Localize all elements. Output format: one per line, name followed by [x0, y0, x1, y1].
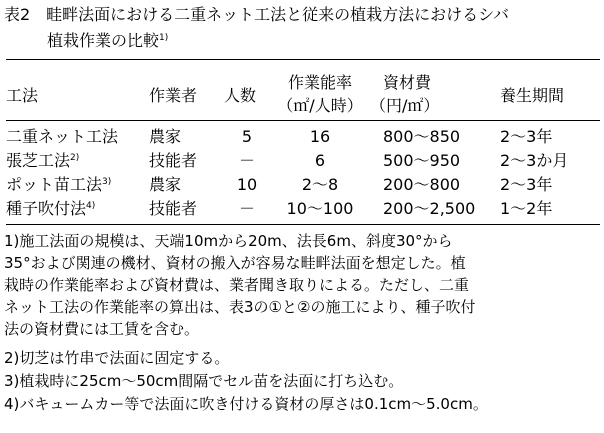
row-curing: 2～3か月 [500, 151, 569, 170]
row-persons: 10 [236, 175, 258, 194]
title-note-ref: 1) [159, 33, 169, 43]
footnote-1-line: 栽時の作業能率および資材費は、業者聞き取りによる。ただし、二重 [4, 276, 470, 294]
header-efficiency-1: 作業能率 [287, 73, 352, 92]
row-note-ref: 3) [102, 177, 112, 187]
footnote-1-line: 法の資材費には工賃を含む。 [4, 320, 200, 338]
row-method [6, 126, 118, 148]
header-method: 工法 [6, 86, 39, 105]
header-cost-2: （円/㎡） [370, 96, 440, 115]
header-bottom-rule [6, 120, 600, 121]
row-efficiency: 16 [309, 127, 331, 146]
row-curing: 1～2年 [500, 199, 553, 218]
row-cost: 200～2,500 [383, 199, 476, 218]
row-worker: 農家 [149, 127, 182, 146]
footnote-1-line: 35°および関連の機材、資材の搬入が容易な畦畔法面を想定した。植 [4, 254, 466, 272]
row-method [6, 150, 79, 172]
row-persons: － [238, 151, 255, 170]
footnote-2: 2)切芝は竹串で法面に固定する。 [4, 349, 230, 367]
table-bottom-rule [6, 224, 600, 225]
row-note-ref: 4) [86, 201, 96, 211]
footnote-1-line: 1)施工法面の規模は、天端10mから20m、法長6m、斜度30°から [4, 232, 453, 250]
row-worker: 技能者 [149, 151, 198, 170]
row-cost: 500～950 [383, 151, 461, 170]
table-top-rule [6, 59, 600, 60]
title-line-1: 表2 畦畔法面における二重ネット工法と従来の植栽方法におけるシバ [4, 5, 510, 24]
header-cost-1: 資材費 [383, 73, 432, 92]
row-efficiency: 10～100 [286, 199, 354, 218]
row-method-text: ポット苗工法 [6, 175, 103, 194]
header-curing: 養生期間 [500, 86, 565, 105]
row-worker: 農家 [149, 175, 182, 194]
title-line-2 [4, 28, 509, 54]
row-efficiency: 6 [314, 151, 326, 170]
row-method-text: 張芝工法 [6, 151, 71, 170]
footnote-4: 4)バキュームカー等で法面に吹き付ける資材の厚さは0.1cm～5.0cm。 [4, 395, 488, 413]
row-efficiency: 2～8 [301, 175, 339, 194]
row-method-text: 二重ネット工法 [6, 127, 119, 146]
header-efficiency-2: （㎡/人時） [277, 96, 363, 115]
footnote-1-line: ネット工法の作業能率の算出は、表3の①と②の施工により、種子吹付 [4, 298, 476, 316]
row-method-text: 種子吹付法 [6, 199, 87, 218]
table-title [4, 2, 509, 54]
row-worker: 技能者 [149, 199, 198, 218]
row-method [6, 198, 95, 220]
header-worker: 作業者 [149, 86, 198, 105]
footnote-1 [4, 230, 475, 340]
footnote-3: 3)植栽時に25cm～50cm間隔でセル苗を法面に打ち込む。 [4, 372, 404, 390]
row-method [6, 174, 111, 196]
row-cost: 800～850 [383, 127, 461, 146]
row-cost: 200～800 [383, 175, 461, 194]
header-persons: 人数 [224, 86, 257, 105]
row-curing: 2～3年 [500, 127, 553, 146]
row-curing: 2～3年 [500, 175, 553, 194]
row-note-ref: 2) [70, 153, 80, 163]
row-persons: － [238, 199, 255, 218]
title-line-2-text: 植栽作業の比較 [47, 31, 160, 50]
row-persons: 5 [241, 127, 253, 146]
